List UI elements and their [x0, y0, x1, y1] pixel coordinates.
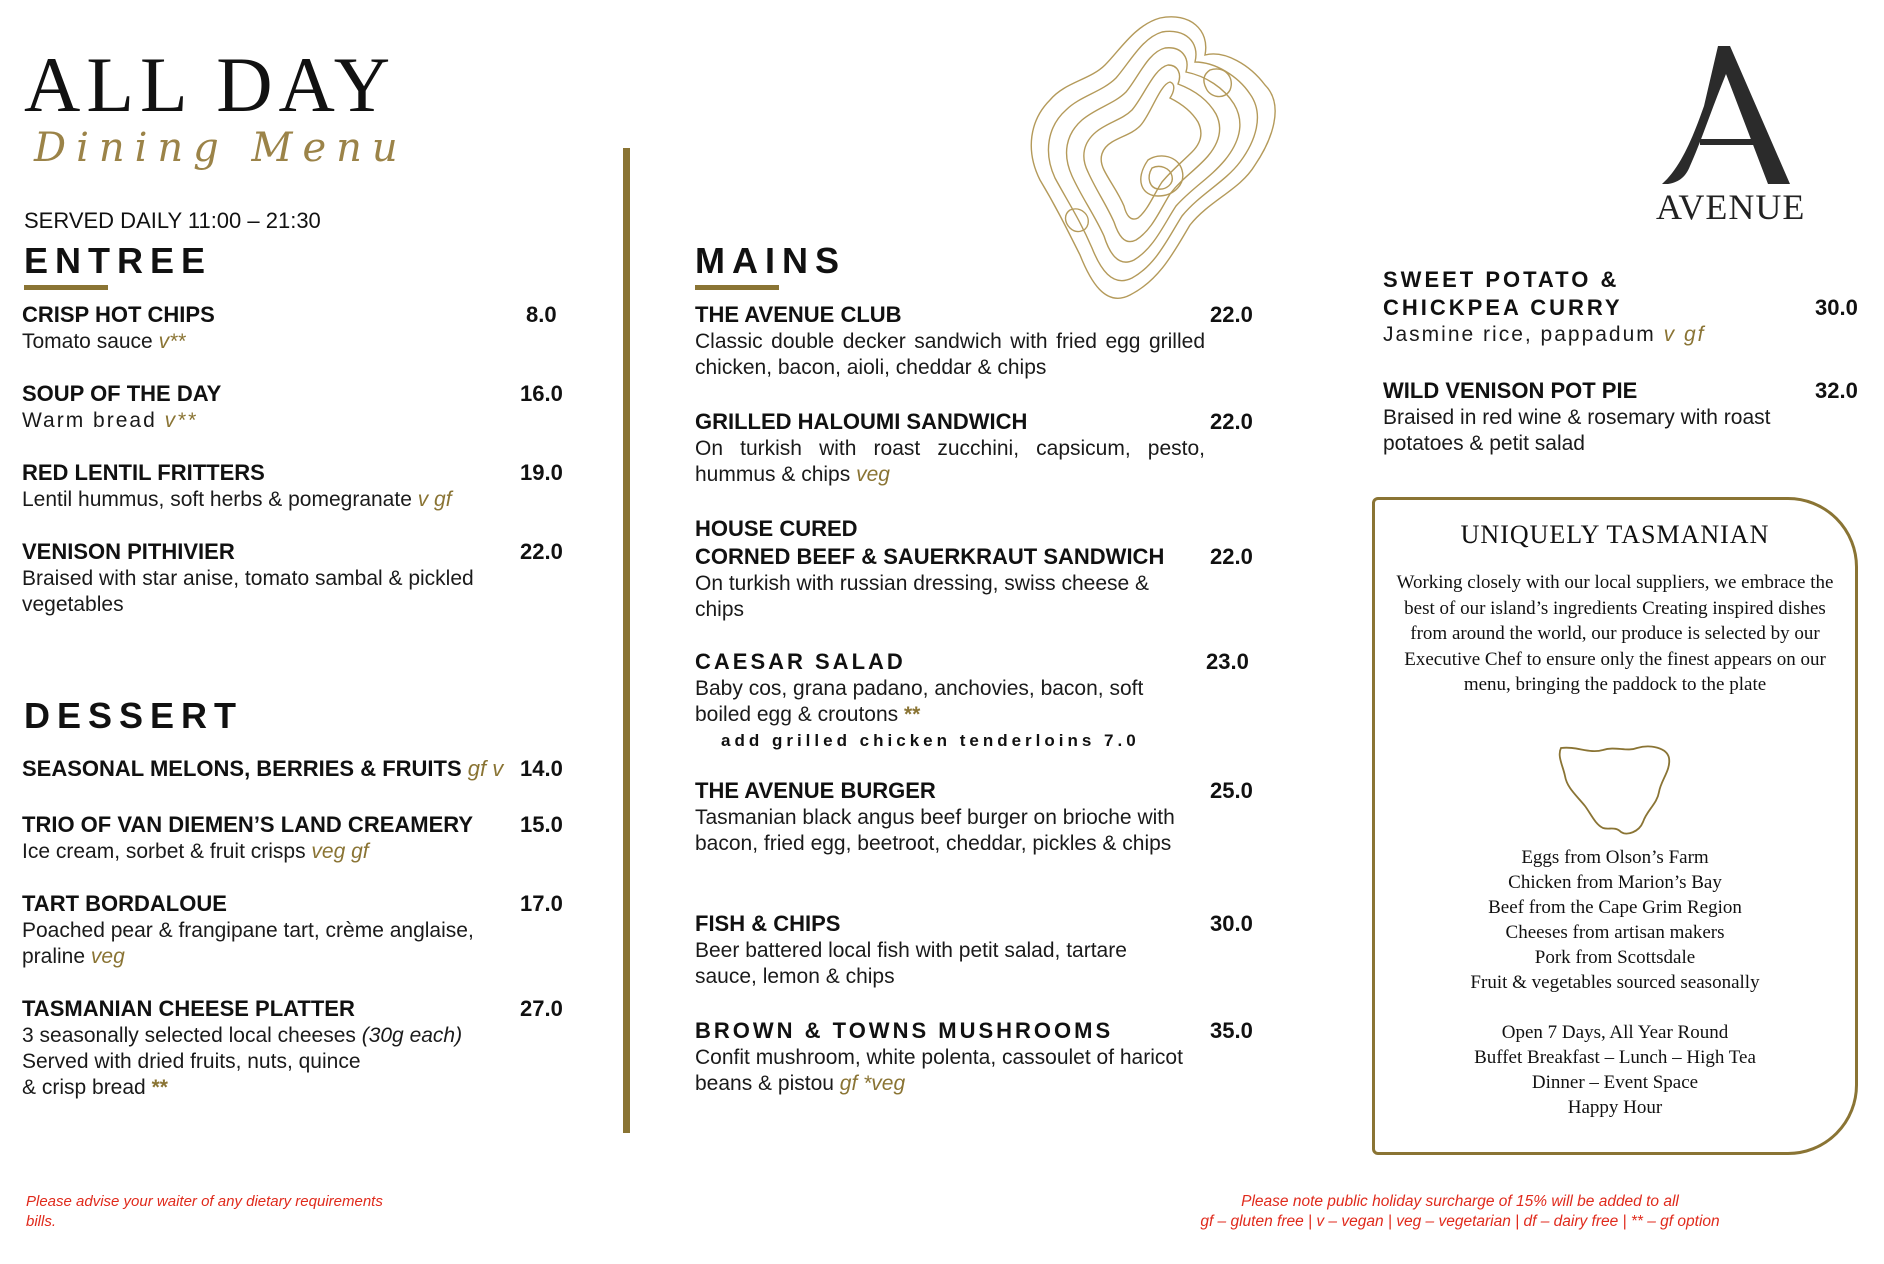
item-desc: Baby cos, grana padano, anchovies, bacon, soft boiled egg & croutons [695, 677, 1144, 726]
menu-item [695, 408, 1205, 488]
menu-item [695, 1017, 1215, 1097]
menu-item [695, 910, 1185, 990]
hours-item: Happy Hour [1567, 1097, 1663, 1118]
dietary-tag: v** [158, 330, 186, 353]
menu-item [22, 380, 542, 434]
item-name: FISH & CHIPS [695, 911, 841, 936]
supplier-item: Chicken from Marion’s Bay [1508, 872, 1722, 893]
item-price: 27.0 [520, 996, 563, 1021]
item-price: 30.0 [1815, 295, 1858, 320]
hours-list [1375, 1020, 1855, 1120]
item-price: 8.0 [526, 302, 557, 327]
item-name: RED LENTIL FRITTERS [22, 460, 265, 485]
supplier-item: Cheeses from artisan makers [1505, 922, 1725, 943]
item-price: 19.0 [520, 460, 563, 485]
item-price: 15.0 [520, 812, 563, 837]
menu-item [695, 777, 1200, 857]
dietary-tag: ** [151, 1076, 168, 1099]
dessert-heading: DESSERT [24, 695, 244, 736]
item-name: TASMANIAN CHEESE PLATTER [22, 996, 355, 1021]
dietary-tag: ** [903, 703, 921, 726]
dietary-tag: v** [164, 409, 198, 432]
entree-heading: ENTREE [24, 240, 213, 281]
menu-item [695, 648, 1205, 754]
item-price: 17.0 [520, 891, 563, 916]
item-name: VENISON PITHIVIER [22, 539, 235, 564]
item-name: THE AVENUE BURGER [695, 778, 936, 803]
supplier-item: Fruit & vegetables sourced seasonally [1470, 972, 1760, 993]
box-title: UNIQUELY TASMANIAN [1460, 520, 1770, 549]
tasmania-topo-icon [1010, 10, 1300, 310]
item-price: 22.0 [1210, 302, 1253, 327]
menu-item [22, 755, 527, 783]
item-desc: Tasmanian black angus beef burger on brioche with bacon, fried egg, beetroot, cheddar, pickles & chips [695, 806, 1175, 855]
supplier-item: Eggs from Olson’s Farm [1521, 847, 1709, 868]
item-desc: Poached pear & frangipane tart, crème anglaise, praline [22, 919, 474, 968]
tasmania-map-icon [1555, 740, 1675, 840]
item-price: 23.0 [1206, 649, 1249, 674]
menu-title: ALL DAY [24, 41, 397, 128]
tasmanian-info-box [1372, 497, 1858, 1155]
box-paragraph: Working closely with our local suppliers, we embrace the best of our island’s ingredients Creating inspired dishes from around the world, our produce is selected by our Executive Chef to ensure only the finest appears on our menu, bringing the paddock to the plate [1396, 572, 1834, 695]
item-desc: Warm bread [22, 409, 165, 432]
addon-option: add grilled chicken tenderloins 7.0 [721, 731, 1140, 750]
menu-item [1383, 266, 1743, 348]
menu-item [695, 301, 1205, 381]
item-price: 32.0 [1815, 378, 1858, 403]
item-desc: Tomato sauce [22, 330, 159, 353]
entree-underline [24, 285, 108, 290]
dietary-tag: v gf [417, 488, 452, 511]
served-hours: SERVED DAILY 11:00 – 21:30 [24, 208, 321, 233]
item-name: CORNED BEEF & SAUERKRAUT SANDWICH [695, 544, 1165, 569]
item-name-line1: HOUSE CURED [695, 516, 858, 541]
item-desc: 3 seasonally selected local cheeses [22, 1024, 362, 1047]
menu-item [22, 538, 527, 618]
item-desc: Braised with star anise, tomato sambal & pickled vegetables [22, 567, 474, 616]
menu-item [22, 995, 532, 1101]
item-desc: & crisp bread [22, 1076, 152, 1099]
hours-item: Buffet Breakfast – Lunch – High Tea [1474, 1047, 1756, 1068]
dietary-tag: gf *veg [839, 1072, 906, 1095]
item-desc: On turkish with roast zucchini, capsicum, pesto, hummus & chips [695, 437, 1205, 486]
menu-item [22, 890, 532, 970]
dietary-notice-line: bills. [26, 1213, 57, 1230]
item-price: 14.0 [520, 756, 563, 781]
avenue-logo [1660, 44, 1800, 190]
brand-name: AVENUE [1656, 187, 1806, 227]
item-price: 30.0 [1210, 911, 1253, 936]
hours-item: Dinner – Event Space [1531, 1072, 1699, 1093]
surcharge-notice [1140, 1192, 1780, 1232]
legend-line: gf – gluten free | v – vegan | veg – vegetarian | df – dairy free | ** – gf option [1200, 1213, 1720, 1230]
item-name: SOUP OF THE DAY [22, 381, 222, 406]
item-desc: Ice cream, sorbet & fruit crisps [22, 840, 312, 863]
menu-item [22, 459, 542, 513]
dietary-tag: veg gf [311, 840, 369, 863]
supplier-item: Beef from the Cape Grim Region [1488, 897, 1742, 918]
menu-item [1383, 377, 1803, 457]
item-desc: Confit mushroom, white polenta, cassoulet of haricot beans & pistou [695, 1046, 1183, 1095]
item-desc: On turkish with russian dressing, swiss cheese & chips [695, 572, 1150, 621]
item-name: TRIO OF VAN DIEMEN’S LAND CREAMERY [22, 812, 474, 837]
menu-item [695, 515, 1175, 623]
item-desc: Beer battered local fish with petit salad, tartare sauce, lemon & chips [695, 939, 1127, 988]
dietary-notice-line: Please advise your waiter of any dietary requirements [26, 1193, 383, 1210]
item-name: WILD VENISON POT PIE [1383, 378, 1638, 403]
dietary-tag: veg [90, 945, 125, 968]
item-name: GRILLED HALOUMI SANDWICH [695, 409, 1028, 434]
dietary-tag: gf v [467, 756, 504, 781]
item-desc: Served with dried fruits, nuts, quince [22, 1050, 361, 1073]
mains-underline [695, 285, 779, 290]
surcharge-line: Please note public holiday surcharge of 15% will be added to all [1241, 1193, 1679, 1210]
item-price: 22.0 [1210, 544, 1253, 569]
item-name: BROWN & TOWNS MUSHROOMS [695, 1018, 1114, 1043]
item-price: 35.0 [1210, 1018, 1253, 1043]
menu-subtitle: Dining Menu [34, 125, 408, 171]
mains-heading: MAINS [695, 240, 846, 281]
item-name: CAESAR SALAD [695, 649, 906, 674]
item-price: 22.0 [520, 539, 563, 564]
supplier-list [1375, 845, 1855, 995]
item-price: 16.0 [520, 381, 563, 406]
dietary-tag: veg [856, 463, 890, 486]
hours-item: Open 7 Days, All Year Round [1501, 1022, 1729, 1043]
menu-item [22, 301, 542, 355]
item-desc: Lentil hummus, soft herbs & pomegranate [22, 488, 418, 511]
item-desc: Jasmine rice, pappadum [1383, 323, 1664, 346]
dietary-notice [26, 1192, 383, 1232]
supplier-item: Pork from Scottsdale [1534, 947, 1696, 968]
dietary-tag: v gf [1663, 323, 1706, 346]
item-name-line1: SWEET POTATO & [1383, 267, 1620, 292]
item-name: SEASONAL MELONS, BERRIES & FRUITS [22, 756, 468, 781]
item-desc: Braised in red wine & rosemary with roast potatoes & petit salad [1383, 406, 1771, 455]
item-desc-note: (30g each) [361, 1024, 463, 1047]
item-name: THE AVENUE CLUB [695, 302, 902, 327]
item-name: TART BORDALOUE [22, 891, 227, 916]
item-name: CHICKPEA CURRY [1383, 295, 1623, 320]
menu-item [22, 811, 527, 865]
item-name: CRISP HOT CHIPS [22, 302, 215, 327]
column-divider [623, 148, 630, 1133]
item-price: 25.0 [1210, 778, 1253, 803]
item-price: 22.0 [1210, 409, 1253, 434]
item-desc: Classic double decker sandwich with fried egg grilled chicken, bacon, aioli, cheddar & chips [695, 330, 1205, 379]
